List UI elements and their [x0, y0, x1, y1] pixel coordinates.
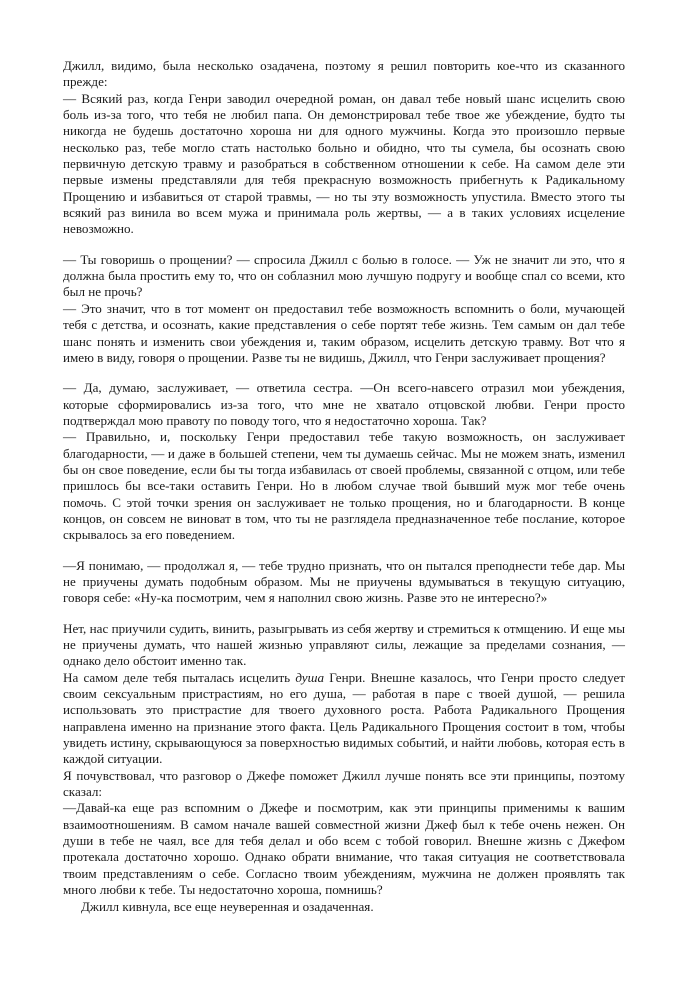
text-run: На самом деле тебя пыталась исцелить	[63, 669, 296, 685]
paragraph: — Правильно, и, поскольку Генри предоставил тебе такую возможность, он заслуживает благодарности, — и даже в большей степени, чем ты думаешь сейчас. Мы не можем знать, изменил бы он свое поведение, если бы ты тогда избавилась от своей проблемы, связанной с отцом, или тебе пришлось бы все-таки оставить Генри. Но в любом случае твой бывший муж мог тебе очень помочь. С этой точки зрения он заслуживает не только прощения, но и благодарности. В конце концов, он совсем не виноват в том, что ты не разглядела предназначенное тебе послание, которое скрывалось за его поведением.	[63, 429, 625, 543]
paragraph: —Давай-ка еще раз вспомним о Джефе и посмотрим, как эти принципы применимы к вашим взаимоотношениям. В самом начале вашей совместной жизни Джеф был к тебе очень нежен. Он души в тебе не чаял, все для тебя делал и обо всем с тобой говорил. Внешне жизнь с Джефом протекала достаточно хорошо. Однако обрати внимание, что такая ситуация не соответствовала твоим представлениям о себе. Согласно твоим убеждениям, мужчина не должен проявлять так много любви к тебе. Ты недостаточно хороша, помнишь?	[63, 800, 625, 898]
paragraph: — Да, думаю, заслуживает, — ответила сестра. —Он всего-навсего отразил мои убеждения, которые сформировались из-за того, что мне не хватало отцовской любви. Генри просто подтверждал мою правоту по поводу того, что я недостаточно хороша. Так?	[63, 380, 625, 428]
paragraph: Я почувствовал, что разговор о Джефе поможет Джилл лучше понять все эти принципы, поэтому сказал:	[63, 767, 625, 800]
paragraph: Джилл, видимо, была несколько озадачена, поэтому я решил повторить кое-что из сказанного прежде:	[63, 58, 625, 90]
text-run: Генри. Внешне казалось, что Генри просто следует своим сексуальным пристрастиям, но его душа, — работая в паре с твоей душой, — решила использовать это пристрастие для твоего духовного роста. Работа Радикального Прощения направлена именно на признание этого факта. Цель Радикального Прощения состоит в том, чтобы увидеть истину, скрывающуюся за поверхностью видимых событий, и найти любовь, которая есть в каждой ситуации.	[63, 669, 626, 767]
paragraph: — Всякий раз, когда Генри заводил очередной роман, он давал тебе новый шанс исцелить свою боль из-за того, что тебя не любил папа. Он демонстрировал тебе твое же убеждение, будто ты никогда не будешь достаточно хороша ни для одного мужчины. Когда это произошло первые несколько раз, тебе могло стать настолько больно и обидно, что ты сумела, бы осознать свою первичную детскую травму и разобраться в собственном отношении к себе. На самом деле эти первые измены представляли для тебя прекрасную возможность прибегнуть к Радикальному Прощению и избавиться от старой травмы, — но ты эту возможность упустила. Вместо этого ты всякий раз винила во всем мужа и принимала роль жертвы, — а в таких условиях исцеление невозможно.	[63, 90, 625, 237]
paragraph: — Это значит, что в тот момент он предоставил тебе возможность вспомнить о боли, мучающей тебя с детства, и осознать, какие представления о себе портят тебе жизнь. Тем самым он дал тебе шанс понять и изменить свои убеждения и, таким образом, исцелить детскую травму. Вот что я имею в виду, говоря о прощении. Разве ты не видишь, Джилл, что Генри заслуживает прощения?	[63, 300, 625, 365]
text-column	[63, 58, 625, 915]
paragraph: —Я понимаю, — продолжал я, — тебе трудно признать, что он пытался преподнести тебе дар. Мы не приучены думать подобным образом. Мы не приучены вдумываться в текущую ситуацию, говоря себе: «Ну-ка посмотрим, чем я наполнил свою жизнь. Разве это не интересно?»	[63, 557, 625, 606]
paragraph-block	[63, 58, 625, 238]
paragraph-block	[63, 621, 625, 915]
paragraph-block	[63, 558, 625, 607]
paragraph-block	[63, 252, 625, 366]
paragraph: — Ты говоришь о прощении? — спросила Джилл с болью в голосе. — Уж не значит ли это, что я должна была простить ему то, что он соблазнил мою лучшую подругу и вообще спал со всеми, кто был не прочь?	[63, 251, 625, 300]
paragraph: Нет, нас приучили судить, винить, разыгрывать из себя жертву и стремиться к отмщению. И еще мы не приучены думать, что нашей жизнью управляют силы, лежащие за пределами сознания, — однако дело обстоит именно так.	[63, 620, 625, 669]
paragraph-with-emphasis	[63, 670, 625, 768]
emphasized-word: душа	[295, 669, 325, 685]
paragraph-block	[63, 380, 625, 543]
paragraph: Джилл кивнула, все еще неуверенная и озадаченная.	[81, 898, 374, 914]
